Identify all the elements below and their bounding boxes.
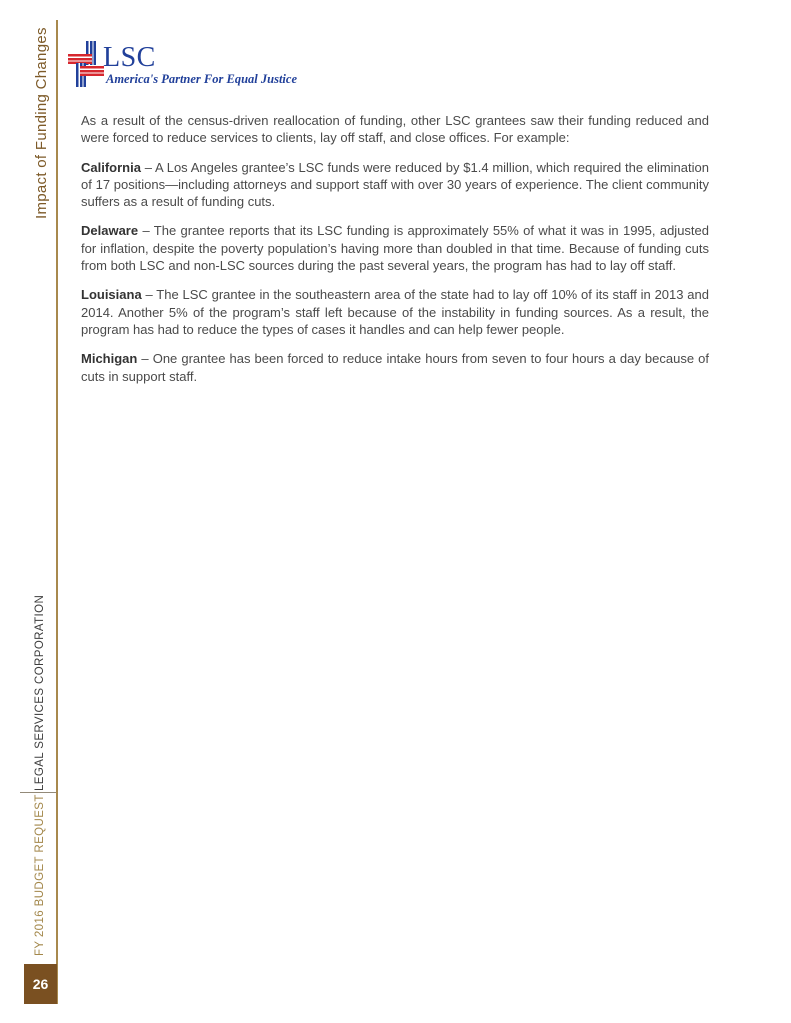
intro-paragraph	[81, 112, 709, 147]
state-text: – The LSC grantee in the southeastern area of the state had to lay off 10% of its staff in 2013 and 2014. Another 5% of the program’s staff left because of the instability in funding sources. As a result, the program has had to reduce the types of cases it handles and can help fewer people.	[81, 287, 709, 337]
state-paragraph-louisiana	[81, 286, 709, 338]
state-paragraph-delaware	[81, 222, 709, 274]
intro-text: As a result of the census-driven reallocation of funding, other LSC grantees saw their funding reduced and were forced to reduce services to clients, lay off staff, and close offices. For example:	[81, 113, 709, 146]
sidebar-org-label: LEGAL SERVICES CORPORATION	[34, 594, 46, 791]
state-paragraph-california	[81, 159, 709, 211]
state-name: California	[81, 159, 141, 175]
lsc-logo-icon	[66, 41, 106, 91]
page-number-badge	[24, 964, 57, 1004]
lsc-logo	[66, 41, 297, 91]
state-text: – A Los Angeles grantee’s LSC funds were reduced by $1.4 million, which required the elimination of 17 positions—including attorneys and support staff with over 30 years of experience. The client community suffers as a result of funding cuts.	[81, 159, 709, 210]
sidebar-doc-label: FY 2016 BUDGET REQUEST	[34, 794, 46, 956]
sidebar-separator	[20, 792, 56, 793]
state-name: Louisiana	[81, 287, 142, 303]
state-paragraph-michigan	[81, 350, 709, 385]
sidebar-vertical-rule	[56, 20, 58, 1004]
body-text	[81, 112, 709, 397]
state-text: – The grantee reports that its LSC funding is approximately 55% of what it was in 1995, adjusted for inflation, despite the poverty population’s having more than doubled in that time. Because of funding cuts from both LSC and non-LSC sources during the past several years, the program has had to lay off staff.	[81, 223, 709, 274]
logo-wordmark: LSC	[103, 42, 156, 73]
logo-bar-red-right	[80, 66, 104, 76]
sidebar-section-title: Impact of Funding Changes	[33, 27, 50, 219]
state-text: – One grantee has been forced to reduce intake hours from seven to four hours a day because of cuts in support staff.	[81, 351, 709, 384]
state-name: Delaware	[81, 223, 139, 239]
logo-tagline: America's Partner For Equal Justice	[106, 72, 297, 86]
state-name: Michigan	[81, 351, 138, 367]
page-number: 26	[32, 976, 49, 992]
